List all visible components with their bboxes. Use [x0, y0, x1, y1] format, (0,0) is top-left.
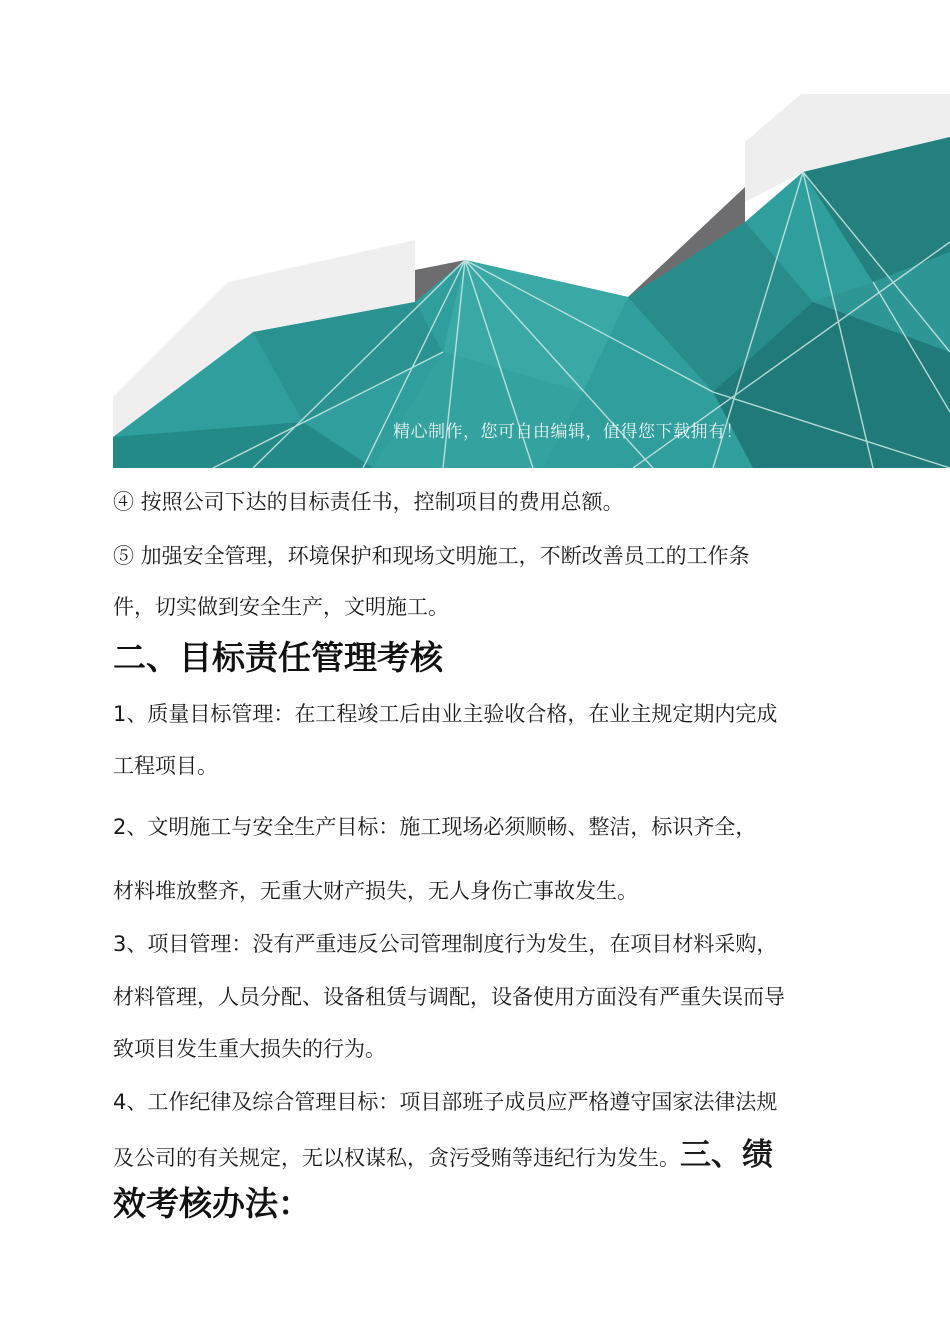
item-4-line2 [113, 1137, 773, 1173]
item-3-number: 3 [113, 932, 127, 956]
item-3-line2: 材料管理，人员分配、设备租赁与调配，设备使用方面没有严重失误而导 [113, 985, 785, 1009]
item-4-number: 4 [113, 1090, 127, 1114]
low-poly-graphic [113, 92, 950, 468]
decorative-banner [113, 92, 950, 468]
item-circled-4: ④ 按照公司下达的目标责任书，控制项目的费用总额。 [113, 490, 624, 514]
item-1-line2: 工程项目。 [113, 754, 218, 778]
item-1-text: 、质量目标管理：在工程竣工后由业主验收合格，在业主规定期内完成 [126, 702, 778, 726]
item-3-line1 [113, 934, 777, 955]
item-1-number: 1 [113, 702, 127, 726]
item-2-line2: 材料堆放整齐，无重大财产损失，无人身伤亡事故发生。 [113, 879, 638, 903]
item-2-text: 、文明施工与安全生产目标：施工现场必须顺畅、整洁，标识齐全， [126, 815, 757, 839]
item-circled-5-line2: 件，切实做到安全生产，文明施工。 [113, 595, 449, 619]
section-heading-3-end: 效考核办法： [113, 1184, 311, 1223]
item-1-line1 [113, 704, 777, 725]
item-4-text: 、工作纪律及综合管理目标：项目部班子成员应严格遵守国家法律法规 [126, 1090, 778, 1114]
section-heading-3-start: 三、绩 [680, 1137, 773, 1173]
item-3-text: 、项目管理：没有严重违反公司管理制度行为发生，在项目材料采购， [126, 932, 778, 956]
item-4-text2: 及公司的有关规定，无以权谋私，贪污受贿等违纪行为发生。 [113, 1146, 680, 1170]
item-circled-5-line1: ⑤ 加强安全管理，环境保护和现场文明施工，不断改善员工的工作条 [113, 544, 750, 568]
section-heading-2: 二、目标责任管理考核 [113, 638, 443, 677]
banner-caption: 精心制作，您可自由编辑，值得您下载拥有！ [393, 422, 743, 442]
item-3-line3: 致项目发生重大损失的行为。 [113, 1037, 386, 1061]
item-2-number: 2 [113, 815, 127, 839]
item-2-line1 [113, 817, 756, 838]
item-4-line1 [113, 1092, 777, 1113]
